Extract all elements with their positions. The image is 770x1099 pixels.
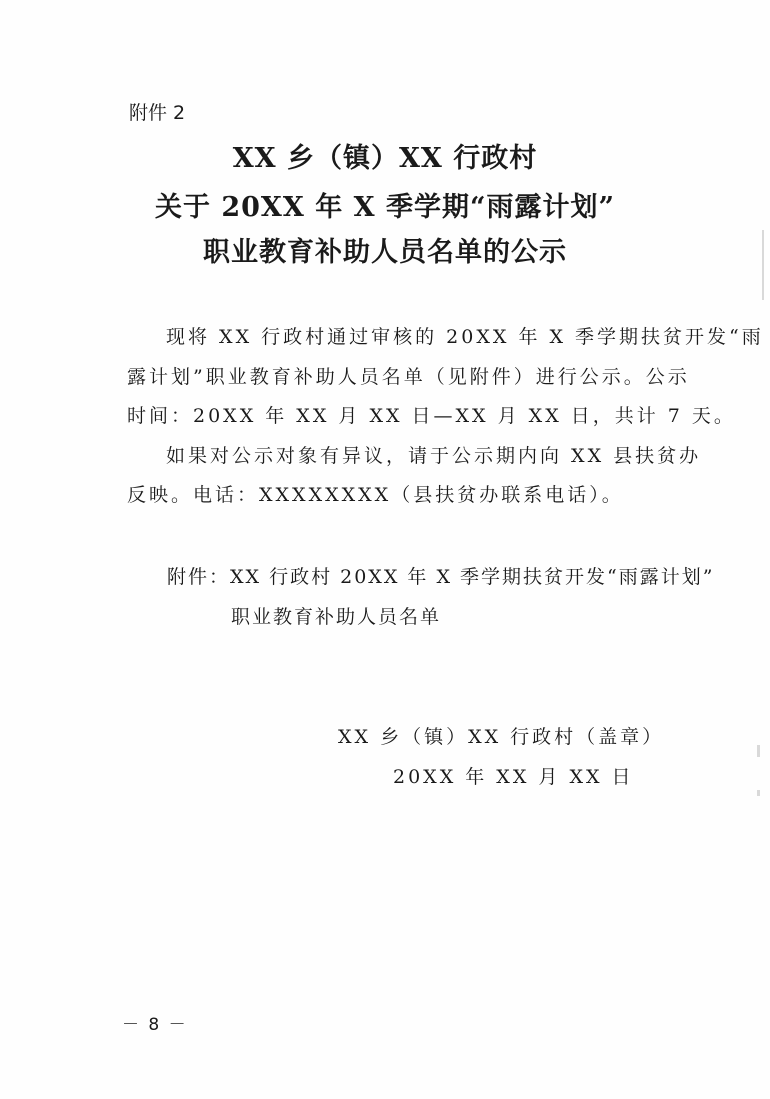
scan-mark	[757, 790, 760, 796]
body-paragraph-1-line-2: 露计划”职业教育补助人员名单（见附件）进行公示。公示	[127, 366, 690, 388]
attachment-note-line-1: 附件：XX 行政村 20XX 年 X 季学期扶贫开发“雨露计划”	[167, 566, 715, 588]
document-title-line-2: 关于 20XX 年 X 季学期“雨露计划”	[154, 192, 616, 223]
body-paragraph-1-line-3: 时间：20XX 年 XX 月 XX 日—XX 月 XX 日，共计 7 天。	[127, 405, 736, 427]
body-paragraph-2-line-1: 如果对公示对象有异议，请于公示期内向 XX 县扶贫办	[166, 445, 702, 467]
body-paragraph-2-line-2: 反映。电话：XXXXXXXX（县扶贫办联系电话）。	[127, 484, 624, 506]
body-paragraph-1-line-1: 现将 XX 行政村通过审核的 20XX 年 X 季学期扶贫开发“雨	[166, 326, 764, 348]
signature-date: 20XX 年 XX 月 XX 日	[393, 766, 634, 788]
document-title-line-3: 职业教育补助人员名单的公示	[203, 237, 567, 268]
attachment-label: 附件 2	[129, 102, 186, 124]
signature-organization: XX 乡（镇）XX 行政村（盖章）	[338, 726, 665, 748]
page-number: － 8 －	[122, 1015, 188, 1035]
scan-mark	[757, 745, 760, 757]
attachment-note-line-2: 职业教育补助人员名单	[231, 606, 442, 628]
document-title-line-1: XX 乡（镇）XX 行政村	[232, 143, 538, 174]
